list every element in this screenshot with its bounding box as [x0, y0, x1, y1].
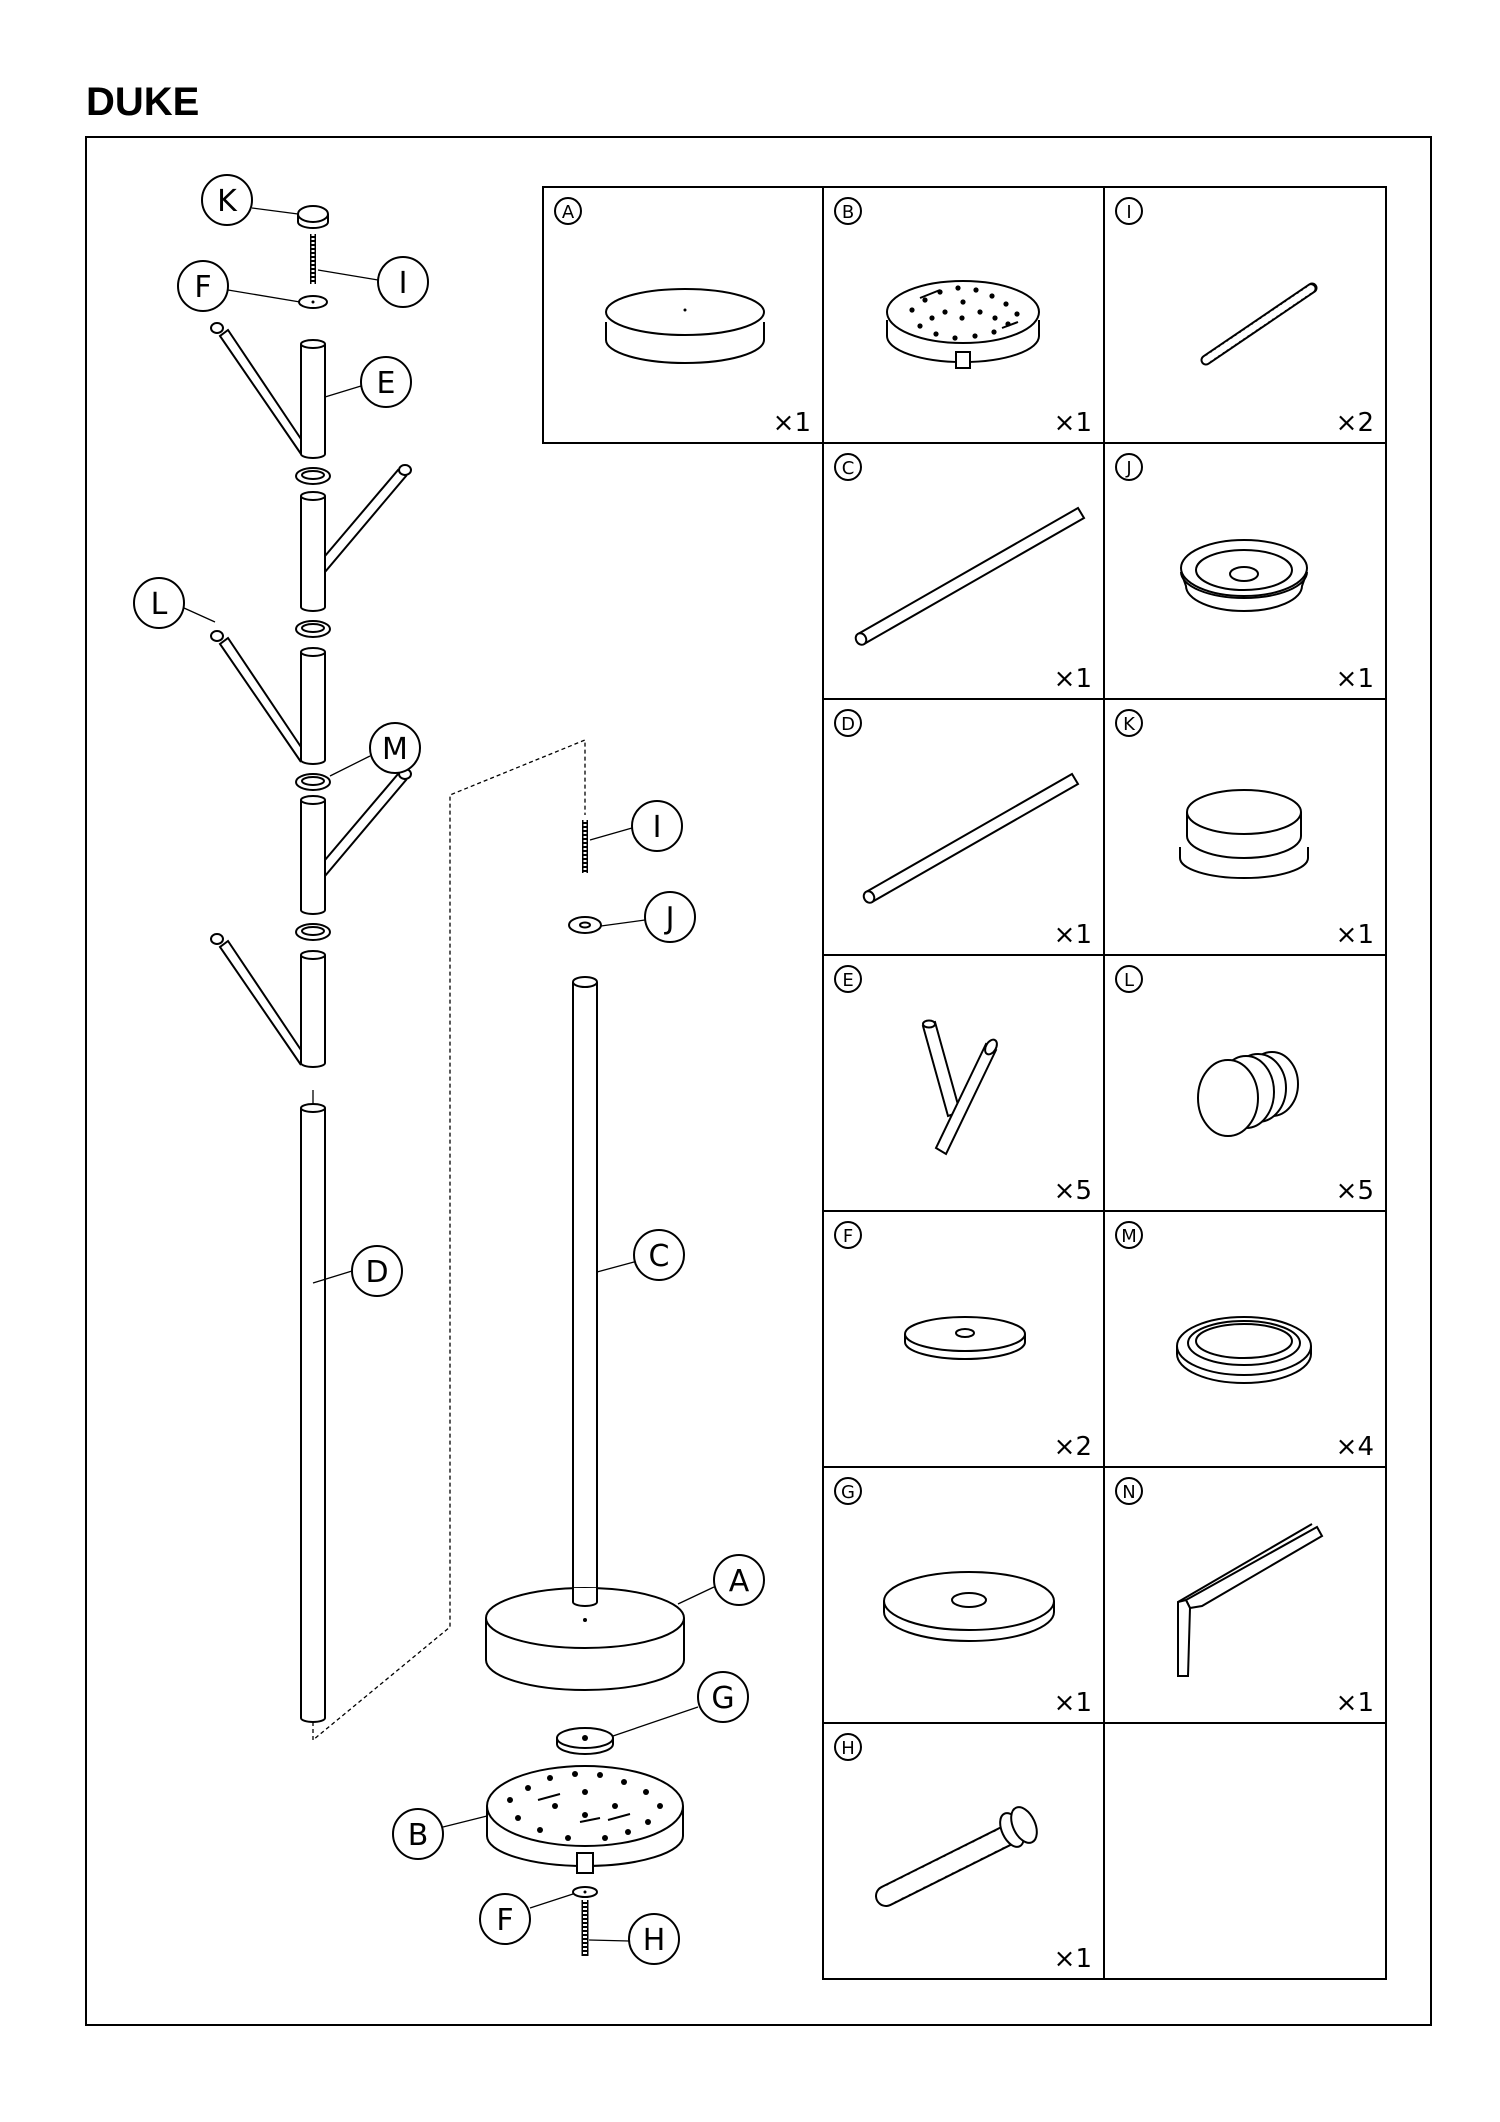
part-letter: G	[841, 1482, 855, 1503]
part-quantity: ×1	[1053, 920, 1092, 950]
callout-letter: E	[376, 366, 396, 401]
callout-a	[678, 1555, 764, 1605]
knob-l	[211, 631, 223, 641]
part-cell-d	[835, 710, 1092, 950]
part-cell-i	[1116, 198, 1374, 438]
part-cell-e	[835, 966, 1092, 1206]
part-quantity: ×4	[1335, 1432, 1374, 1462]
part-quantity: ×1	[1053, 1688, 1092, 1718]
part-quantity: ×1	[1053, 664, 1092, 694]
callout-h	[589, 1914, 679, 1964]
part-quantity: ×2	[1053, 1432, 1092, 1462]
tube-segment-e	[211, 323, 330, 484]
part-g-drawing	[884, 1572, 1054, 1641]
part-letter: I	[1126, 202, 1132, 223]
callout-letter: M	[382, 732, 408, 767]
callout-letter: G	[711, 1681, 735, 1716]
callout-letter: I	[398, 266, 408, 301]
part-quantity: ×1	[1335, 920, 1374, 950]
assembly-exploded-view	[211, 206, 684, 1956]
callout-letter: I	[652, 810, 662, 845]
knob-l	[399, 465, 411, 475]
callout-letter: L	[150, 587, 168, 622]
callout-letter: K	[217, 184, 237, 219]
part-quantity: ×1	[1053, 408, 1092, 438]
part-letter: A	[561, 202, 575, 223]
callout-d	[313, 1246, 402, 1296]
callout-m	[330, 723, 420, 776]
part-quantity: ×5	[1053, 1176, 1092, 1206]
part-letter: H	[841, 1738, 855, 1759]
part-b-drawing	[887, 281, 1039, 368]
callout-letter: H	[642, 1923, 666, 1958]
callout-letter: F	[194, 270, 212, 305]
callout-b	[393, 1809, 487, 1859]
part-quantity: ×2	[1335, 408, 1374, 438]
knob-l	[211, 934, 223, 944]
part-e-drawing	[923, 1021, 999, 1155]
part-letter: K	[1123, 714, 1135, 735]
part-a-drawing	[606, 289, 764, 363]
part-i-drawing	[1206, 288, 1312, 360]
part-cell-n	[1116, 1478, 1374, 1718]
part-j-drawing	[1181, 540, 1307, 611]
tube-segment-e	[296, 769, 411, 940]
callout-letter: B	[407, 1818, 429, 1853]
part-f-drawing	[905, 1317, 1025, 1359]
part-quantity: ×1	[1053, 1944, 1092, 1974]
part-letter: D	[841, 714, 855, 735]
part-k-drawing	[1180, 790, 1308, 878]
part-d-drawing	[862, 774, 1078, 905]
part-letter: J	[1126, 458, 1132, 479]
tube-segment-e	[211, 631, 330, 790]
callout-i-top	[318, 257, 428, 307]
callout-letter: D	[365, 1255, 389, 1290]
part-letter: F	[842, 1226, 854, 1247]
tube-segment-e	[211, 934, 325, 1067]
callout-e	[325, 357, 411, 407]
part-n-drawing	[1178, 1524, 1322, 1676]
callout-k	[202, 175, 298, 225]
part-h-drawing	[886, 1803, 1042, 1896]
part-letter: E	[842, 970, 854, 991]
callout-c	[597, 1230, 684, 1280]
callout-f-bottom	[480, 1894, 573, 1944]
part-c-drawing	[854, 508, 1084, 647]
knob-l	[211, 323, 223, 333]
callout-letter: F	[496, 1903, 514, 1938]
callout-l	[134, 578, 184, 628]
callout-letter: C	[648, 1239, 670, 1274]
part-l-drawing	[1198, 1052, 1298, 1136]
part-letter: N	[1122, 1482, 1136, 1503]
callout-i-mid	[590, 801, 682, 851]
part-m-drawing	[1177, 1317, 1311, 1383]
tube-segment-e	[296, 465, 411, 637]
part-quantity: ×1	[1335, 1688, 1374, 1718]
part-letter: C	[841, 458, 855, 479]
callout-letter: A	[728, 1564, 750, 1599]
part-quantity: ×5	[1335, 1176, 1374, 1206]
callout-j	[601, 892, 695, 942]
page-title: DUKE	[86, 80, 200, 124]
callout-letter: J	[665, 901, 675, 936]
part-quantity: ×1	[1335, 664, 1374, 694]
part-quantity: ×1	[772, 408, 811, 438]
part-letter: B	[841, 202, 855, 223]
part-letter: M	[1121, 1226, 1137, 1247]
callout-f-top	[178, 261, 300, 311]
part-letter: L	[1123, 970, 1135, 991]
